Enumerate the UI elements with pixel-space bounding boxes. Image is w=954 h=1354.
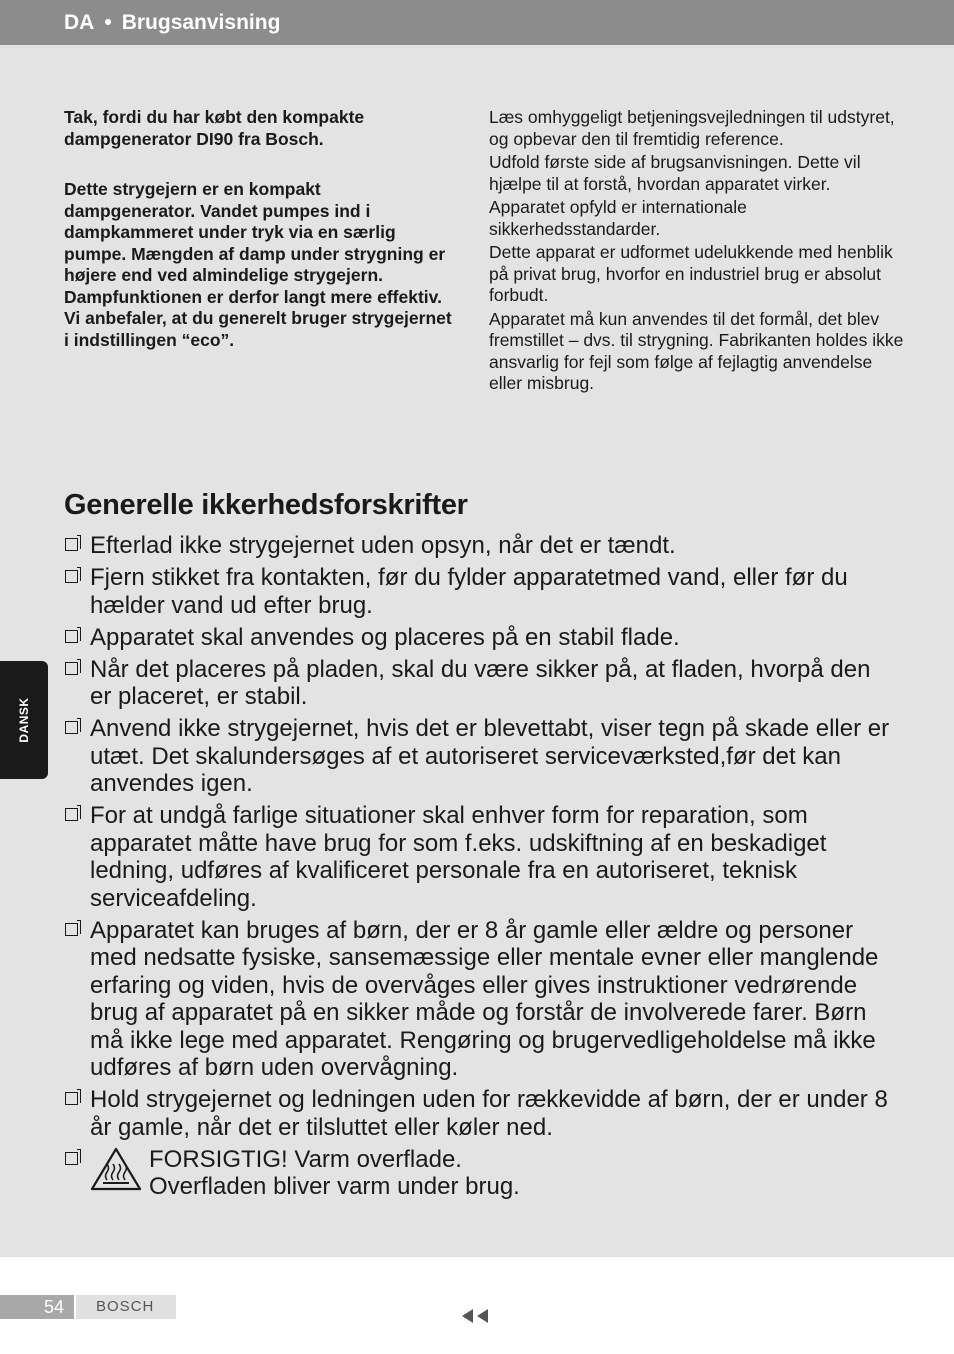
- header-bullet: •: [104, 11, 112, 34]
- safety-rule-text: Anvend ikke strygejernet, hvis det er blevettabt, viser tegn på skade eller er utæt. Det skalundersøges af et autoriseret serviceværksted,før det kan anvendes igen.: [90, 715, 890, 797]
- language-side-tab: [0, 661, 48, 779]
- page-number: 54: [0, 1295, 74, 1319]
- side-tab-label: DANSK: [17, 697, 31, 743]
- warning-text: [149, 1146, 520, 1201]
- checkbox-bullet-icon: [65, 923, 78, 936]
- checkbox-bullet-icon: [65, 630, 78, 643]
- header-title: Brugsanvisning: [121, 11, 281, 34]
- intro-left-column: [64, 107, 454, 380]
- warning-rule: [64, 1146, 894, 1204]
- safety-rule-text: Apparatet kan bruges af børn, der er 8 år gamle eller ældre og personer med nedsatte fysiske, sansemæssige eller mentale evner eller manglende erfaring og viden, hvis de overvåges eller gives instruktioner vedrørende brug af apparatet på en sikker måde og forstår de involverede farer. Børn må ikke lege med apparatet. Rengøring og brugervedligeholdelse må ikke udføres af børn uden overvågning.: [90, 916, 879, 1081]
- intro-note-1: Læs omhyggeligt betjeningsvejledningen til udstyret, og opbevar den til fremtidig reference.: [489, 107, 895, 149]
- safety-rule: [64, 1086, 894, 1141]
- intro-description: Dette strygejern er en kompakt dampgenerator. Vandet pumpes ind i dampkammeret under tryk via en særlig pumpe. Mængden af damp under strygning er højere end ved almindelige strygejern. Dampfunktionen er derfor langt mere effektiv. Vi anbefaler, at du generelt bruger strygejernet i indstillingen “eco”.: [64, 179, 452, 350]
- safety-rule-text: For at undgå farlige situationer skal enhver form for reparation, som apparatet måtte have brug for som f.eks. udskiftning af en beskadiget ledning, udføres af kvalificeret personale fra en autoriseret, teknisk serviceafdeling.: [90, 802, 827, 912]
- header-language: DA: [64, 11, 95, 34]
- intro-thanks: Tak, fordi du har købt den kompakte dampgenerator DI90 fra Bosch.: [64, 107, 365, 149]
- safety-rule: [64, 532, 894, 560]
- checkbox-bullet-icon: [65, 662, 78, 675]
- safety-rule-text: Efterlad ikke strygejernet uden opsyn, når det er tændt.: [90, 532, 676, 559]
- safety-rule: [64, 715, 894, 798]
- checkbox-bullet-icon: [65, 721, 78, 734]
- safety-rule: [64, 656, 894, 711]
- checkbox-bullet-icon: [65, 1152, 78, 1165]
- safety-rules-list: [64, 532, 894, 1208]
- intro-note-3: Apparatet opfyld er internationale sikkerhedsstandarder.: [489, 197, 747, 239]
- intro-note-4: Dette apparat er udformet udelukkende med henblik på privat brug, hvorfor en industriel brug er absolut forbudt.: [489, 242, 893, 305]
- intro-right-column: [489, 107, 909, 397]
- brand-label: BOSCH: [76, 1295, 176, 1319]
- rewind-arrows-icon[interactable]: [462, 1307, 490, 1325]
- checkbox-bullet-icon: [65, 570, 78, 583]
- safety-rule-text: Apparatet skal anvendes og placeres på en stabil flade.: [90, 623, 680, 651]
- intro-note-2: Udfold første side af brugsanvisningen. Dette vil hjælpe til at forstå, hvordan apparatet virker.: [489, 152, 861, 194]
- checkbox-bullet-icon: [65, 1092, 78, 1105]
- safety-rule: [64, 917, 894, 1082]
- safety-rule: [64, 802, 894, 912]
- safety-rule-text: Når det placeres på pladen, skal du være sikker på, at fladen, hvorpå den er placeret, er stabil.: [90, 655, 871, 710]
- safety-rule: [64, 624, 894, 652]
- warning-line-1: FORSIGTIG! Varm overflade.: [149, 1145, 462, 1173]
- checkbox-bullet-icon: [65, 808, 78, 821]
- header-bar: [0, 0, 954, 45]
- safety-rule-text: Fjern stikket fra kontakten, før du fylder apparatetmed vand, eller før du hælder vand ud efter brug.: [90, 564, 848, 619]
- warning-line-2: Overfladen bliver varm under brug.: [149, 1173, 520, 1200]
- safety-rule-text: Hold strygejernet og ledningen uden for rækkevidde af børn, der er under 8 år gamle, når det er tilsluttet eller køler ned.: [90, 1086, 888, 1141]
- safety-rule: [64, 564, 894, 619]
- hot-surface-warning-icon: [90, 1146, 142, 1192]
- section-title: Generelle ikkerhedsforskrifter: [64, 489, 468, 521]
- checkbox-bullet-icon: [65, 538, 78, 551]
- intro-note-5: Apparatet må kun anvendes til det formål, det blev fremstillet – dvs. til strygning. Fabrikanten holdes ikke ansvarlig for fejl som følge af fejlagtig anvendelse eller misbrug.: [489, 308, 904, 393]
